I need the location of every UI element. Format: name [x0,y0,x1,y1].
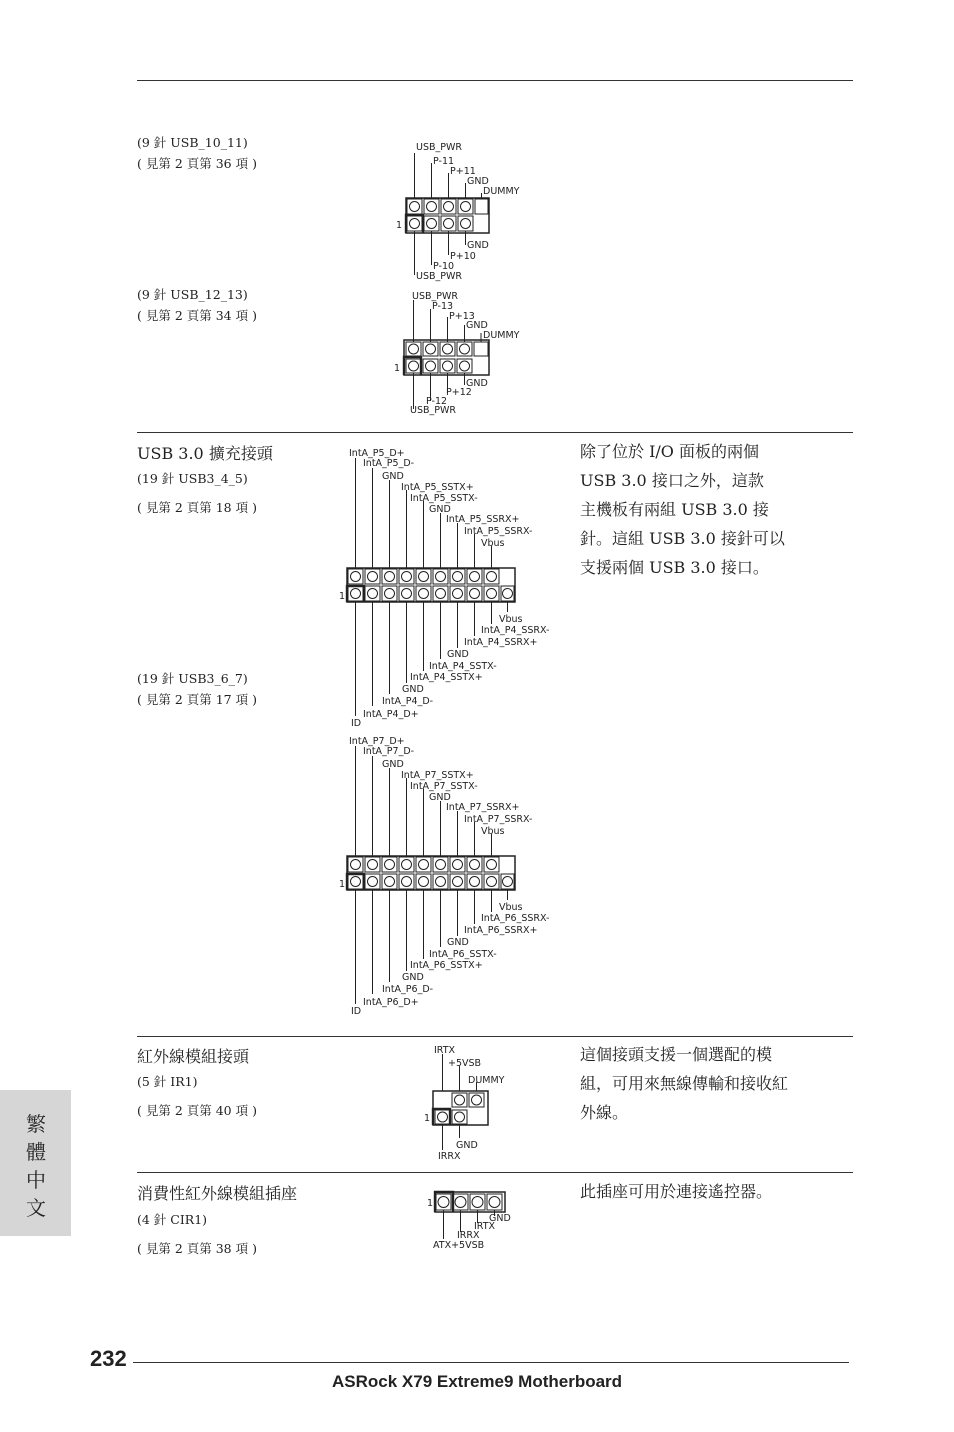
usb3-4-5-top-label: Vbus [481,538,505,549]
language-side-tab [0,1090,71,1236]
usb3-6-7-top-label: IntA_P7_SSTX- [410,781,478,792]
usb3-6-7-ref: ( 見第 2 頁第 17 項 ) [137,692,257,707]
usb3-4-5-pins: (19 針 USB3_4_5) [137,471,248,486]
cir-ref: ( 見第 2 頁第 38 項 ) [137,1241,257,1256]
usb3-desc-line: 除了位於 I/O 面板的兩個 [580,442,760,461]
cir-label: ATX+5VSB [433,1240,485,1251]
usb-12-13-pin1-label: 1 [394,363,401,374]
usb-10-11-bottom-label: GND [467,240,489,251]
usb-12-13-bottom-label: P-12 [426,396,448,407]
usb-12-13-pin-diagram [390,287,540,420]
usb3-desc-line: 支援兩個 USB 3.0 接口。 [580,558,769,577]
page-number: 232 [90,1346,127,1371]
ir-desc-line: 外線。 [580,1103,629,1122]
usb3-desc-line: 主機板有兩組 USB 3.0 接 [580,500,769,519]
usb-10-11-ref: ( 見第 2 頁第 36 項 ) [137,156,257,171]
usb3-4-5-bottom-label: IntA_P4_SSRX+ [464,637,538,648]
ir-description [580,1040,788,1127]
usb3-4-5-bottom-label: ID [351,718,362,729]
usb3-6-7-top-label: GND [429,792,451,803]
usb3-6-7-bottom-label: IntA_P6_SSRX+ [464,925,538,936]
usb3-6-7-top-label: IntA_P7_SSRX- [464,814,533,825]
usb-10-11-top-label: GND [467,176,489,187]
usb-12-13-bottom-label: GND [466,378,488,389]
bottom-rule [133,1362,849,1363]
usb3-6-7-top-label: GND [382,759,404,770]
section-rule-usb3 [137,432,853,433]
usb-12-13-top-label: DUMMY [483,330,520,341]
usb3-6-7-pins: (19 針 USB3_6_7) [137,671,248,686]
cir-description [580,1177,772,1206]
cir-label: IRTX [474,1221,496,1232]
usb-12-13-bottom-label: P+12 [446,387,472,398]
usb3-4-5-top-label: GND [382,471,404,482]
usb-10-11-bottom-label: USB_PWR [416,271,462,282]
ir-bottom-label: GND [456,1140,478,1151]
ir-top-label: IRTX [434,1045,456,1056]
ir-pins: (5 針 IR1) [137,1074,198,1089]
cir-label: GND [489,1213,511,1224]
section-rule-cir [137,1172,853,1173]
usb3-4-5-pin1-label: 1 [339,591,346,602]
top-rule [137,80,853,81]
usb-12-13-bottom-label: USB_PWR [410,405,456,416]
usb3-6-7-bottom-label: IntA_P6_D- [382,984,434,995]
usb3-6-7-bottom-label: IntA_P6_SSRX- [481,913,550,924]
usb3-4-5-top-label: IntA_P5_SSTX+ [401,482,474,493]
usb3-6-7-top-label: Vbus [481,826,505,837]
usb3-4-5-top-label: IntA_P5_SSRX+ [446,514,520,525]
cir-pin1-label: 1 [427,1198,434,1209]
usb3-6-7-bottom-label: IntA_P6_SSTX+ [410,960,483,971]
usb-12-13-top-label: USB_PWR [412,291,458,302]
usb3-4-5-pin-diagram [335,440,565,730]
usb-10-11-top-label: USB_PWR [416,142,462,153]
usb3-6-7-top-label: IntA_P7_SSTX+ [401,770,474,781]
usb-10-11-pins: (9 針 USB_10_11) [137,135,248,150]
usb-10-11-pin1-label: 1 [396,220,403,231]
usb-12-13-top-label: P-13 [432,301,454,312]
usb3-4-5-top-label: IntA_P5_D+ [349,448,405,459]
usb3-6-7-bottom-label: GND [402,972,424,983]
ir-title: 紅外線模組接頭 [137,1047,250,1066]
usb3-desc-line: USB 3.0 接口之外，這款 [580,471,764,490]
usb-12-13-top-label: P+13 [449,311,475,322]
usb3-4-5-bottom-label: IntA_P4_D- [382,696,434,707]
usb3-6-7-pin1-label: 1 [339,879,346,890]
usb3-4-5-bottom-label: IntA_P4_SSRX- [481,625,550,636]
usb3-title: USB 3.0 擴充接頭 [137,444,273,463]
usb3-6-7-top-label: IntA_P7_SSRX+ [446,802,520,813]
usb3-4-5-top-label: IntA_P5_D- [363,458,415,469]
usb-10-11-pin-diagram [390,135,540,285]
usb3-4-5-bottom-label: Vbus [499,614,523,625]
usb3-4-5-bottom-label: IntA_P4_SSTX+ [410,672,483,683]
usb3-4-5-bottom-label: GND [447,649,469,660]
ir-top-label: DUMMY [468,1075,505,1086]
ir-desc-line: 這個接頭支援一個選配的模 [580,1045,773,1064]
usb3-4-5-bottom-label: IntA_P4_SSTX- [429,661,497,672]
cir-label: IRRX [457,1230,480,1241]
usb3-4-5-bottom-label: IntA_P4_D+ [363,709,419,720]
usb-10-11-top-label: P-11 [433,156,455,167]
cir-title: 消費性紅外線模組插座 [137,1184,298,1203]
usb3-4-5-top-label: GND [429,504,451,515]
usb3-4-5-ref: ( 見第 2 頁第 18 項 ) [137,500,257,515]
ir-ref: ( 見第 2 頁第 40 項 ) [137,1103,257,1118]
usb3-4-5-top-label: IntA_P5_SSTX- [410,493,478,504]
usb3-4-5-bottom-label: GND [402,684,424,695]
usb3-6-7-pin-diagram [335,728,565,1018]
ir-pin1-label: 1 [424,1113,431,1124]
usb3-6-7-top-label: IntA_P7_D+ [349,736,405,747]
section-rule-ir [137,1036,853,1037]
ir-desc-line: 組，可用來無線傳輸和接收紅 [580,1074,789,1093]
usb3-6-7-bottom-label: ID [351,1006,362,1017]
footer-title: ASRock X79 Extreme9 Motherboard [332,1372,623,1391]
usb3-6-7-bottom-label: IntA_P6_SSTX- [429,949,497,960]
ir-bottom-label: IRRX [438,1151,461,1162]
cir-pins: (4 針 CIR1) [137,1212,208,1227]
usb-12-13-ref: ( 見第 2 頁第 34 項 ) [137,308,257,323]
usb-12-13-pins: (9 針 USB_12_13) [137,287,248,302]
usb3-6-7-top-label: IntA_P7_D- [363,746,415,757]
usb3-description [580,437,785,582]
usb-10-11-top-label: DUMMY [483,186,520,197]
usb-10-11-bottom-label: P-10 [433,261,455,272]
usb3-6-7-bottom-label: GND [447,937,469,948]
usb3-6-7-bottom-label: IntA_P6_D+ [363,997,419,1008]
ir-pin-diagram [420,1042,530,1166]
usb3-6-7-bottom-label: Vbus [499,902,523,913]
usb-10-11-bottom-label: P+10 [450,251,476,262]
usb-12-13-top-label: GND [466,320,488,331]
usb-10-11-top-label: P+11 [450,166,476,177]
ir-top-label: +5VSB [448,1058,482,1069]
usb3-4-5-top-label: IntA_P5_SSRX- [464,526,533,537]
usb3-desc-line: 針。這組 USB 3.0 接針可以 [580,529,785,548]
cir-pin-diagram [425,1186,525,1252]
cir-desc-line: 此插座可用於連接遙控器。 [580,1182,773,1201]
side-tab-label: 繁體中文 [26,1112,46,1220]
